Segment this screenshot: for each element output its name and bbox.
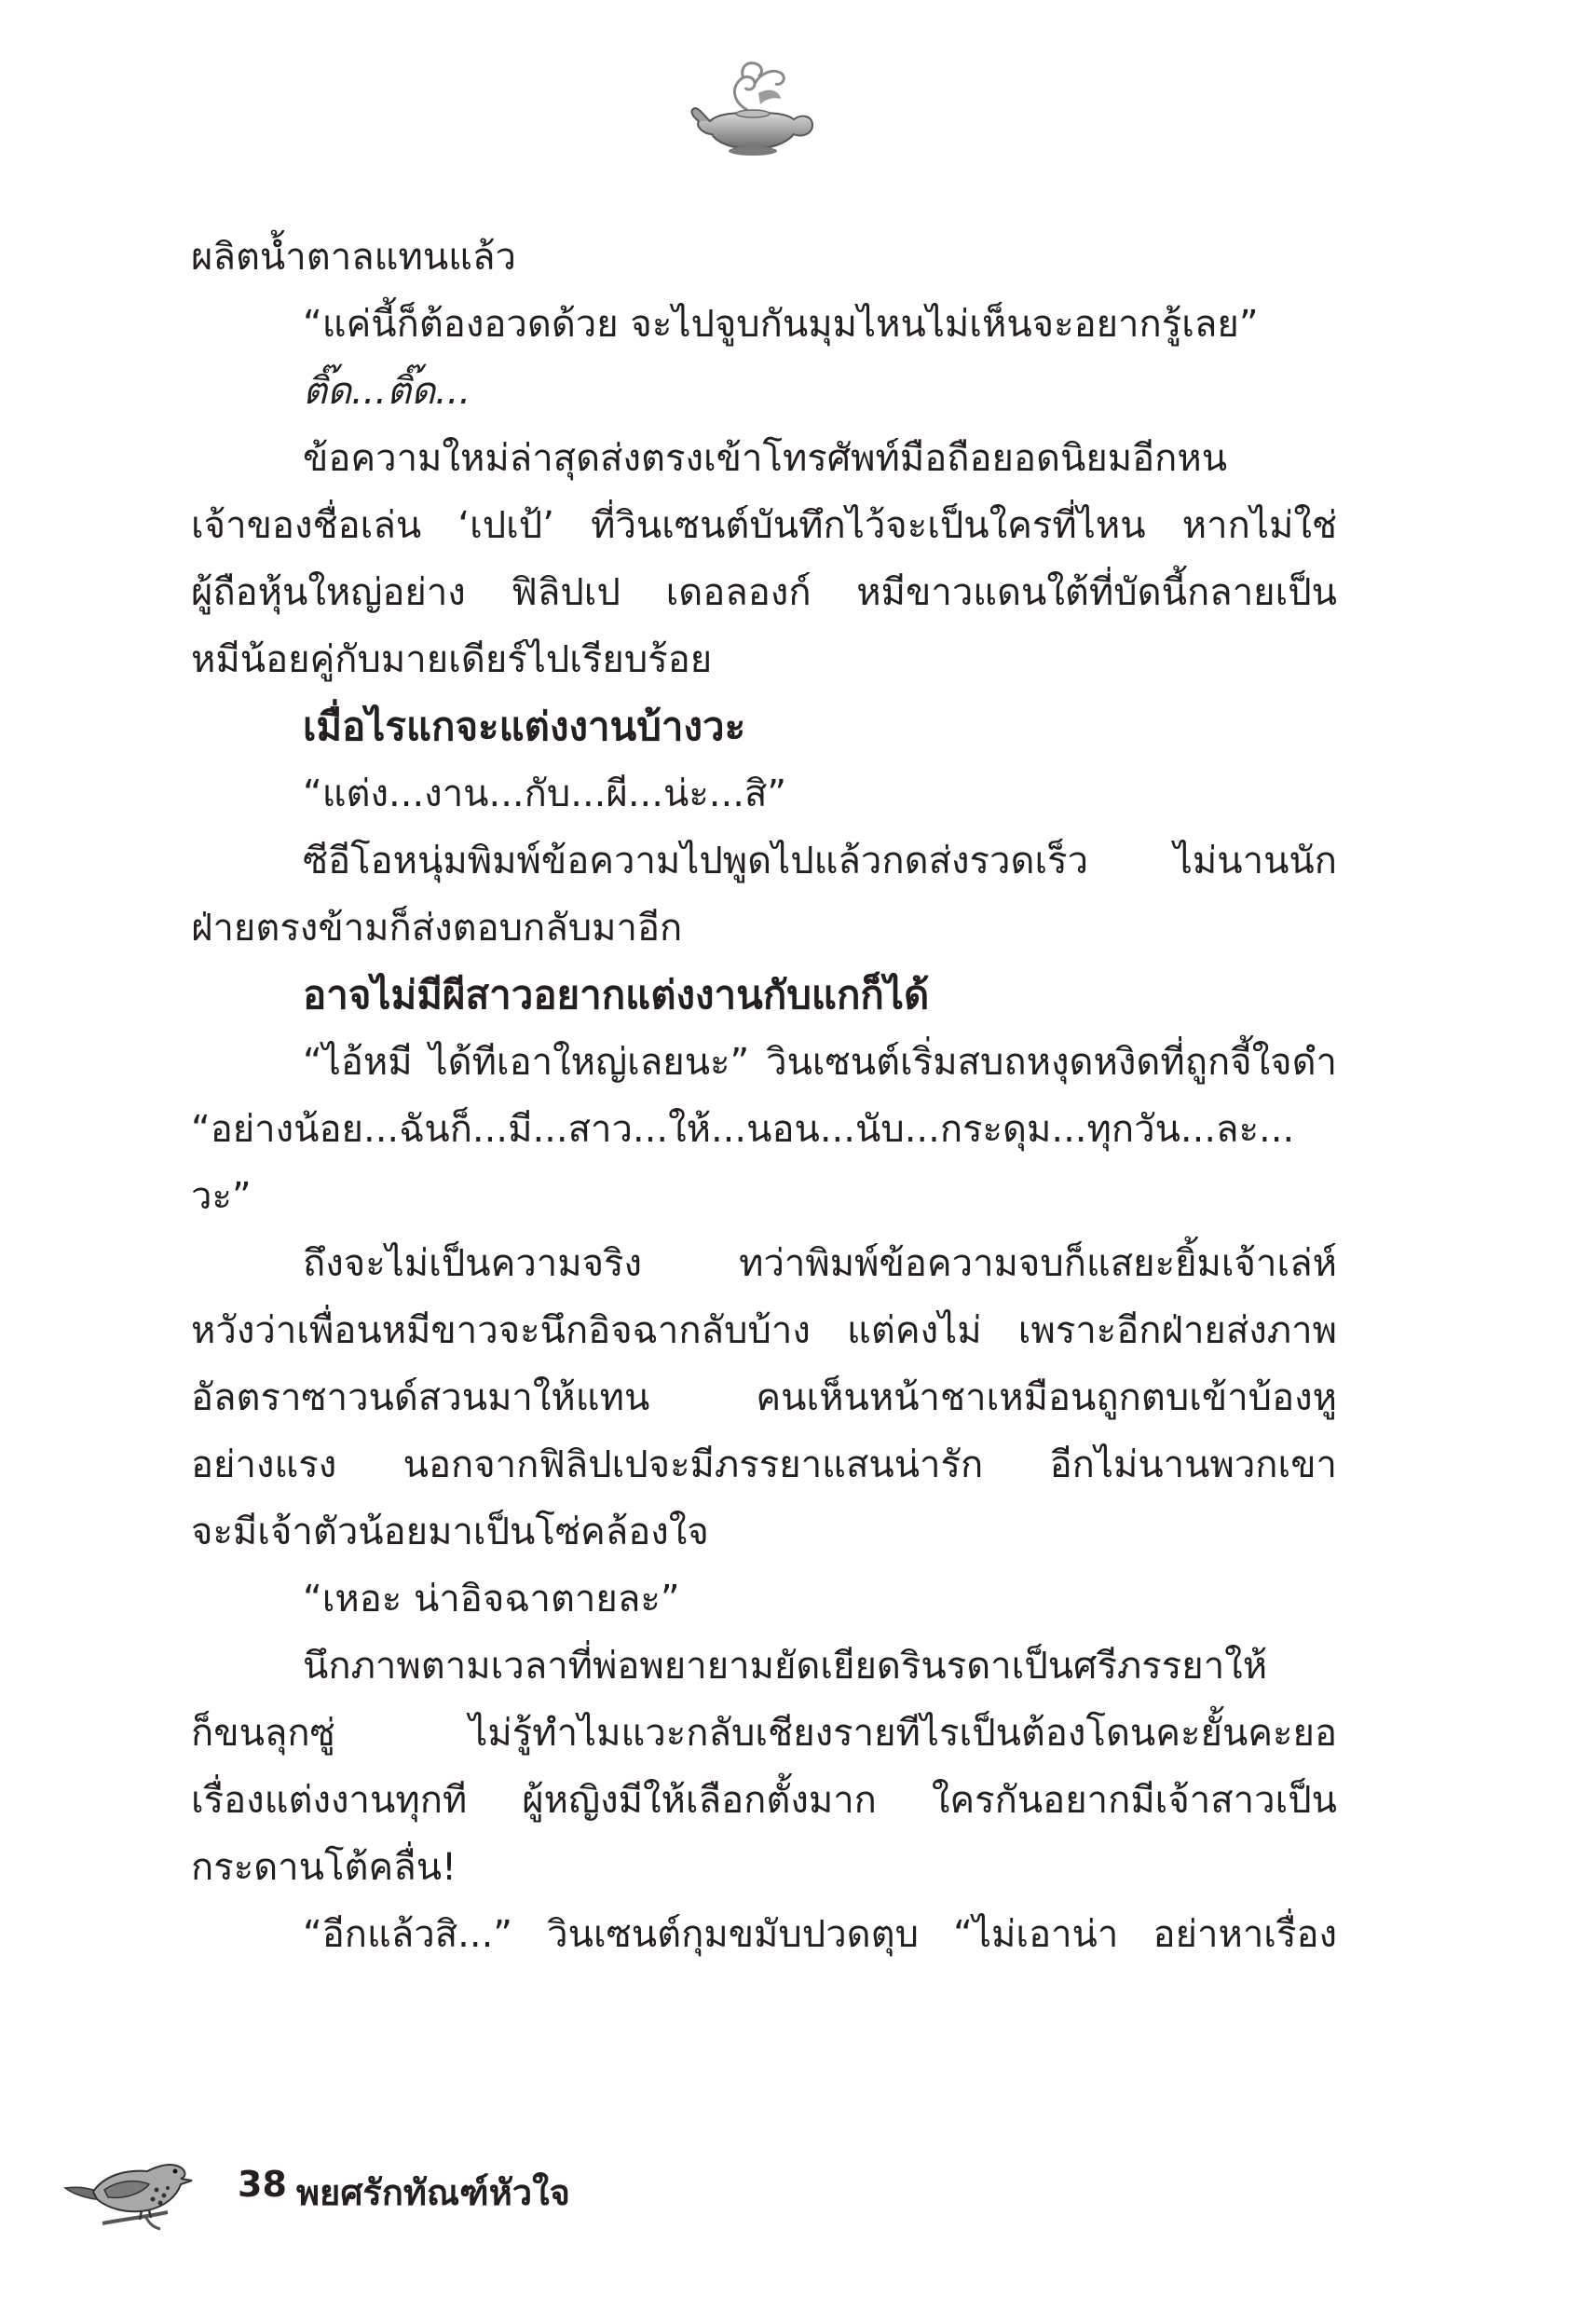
bird-icon	[56, 2134, 205, 2236]
message-line: เมื่อไรแกจะแต่งงานบ้างวะ	[303, 704, 746, 749]
dialogue-line: “เหอะ น่าอิจฉาตายละ”	[303, 1578, 680, 1620]
page-number: 38	[238, 2164, 287, 2205]
dialogue-line: “อย่างน้อย...ฉันก็...มี...สาว...ให้...นอน...นับ...กระดุม...ทุกวัน...ละ...	[191, 1108, 1295, 1151]
paragraph-line: ซีอีโอหนุ่มพิมพ์ข้อความไปพูดไปแล้วกดส่งรวดเร็ว ไม่นานนัก	[303, 840, 1337, 882]
dialogue-line: “แต่ง...งาน...กับ...ผี...น่ะ...สิ”	[303, 773, 787, 815]
paragraph-line: หวังว่าเพื่อนหมีขาวจะนึกอิจฉากลับบ้าง แต่คงไม่ เพราะอีกฝ่ายส่งภาพ	[191, 1309, 1337, 1352]
sound-effect-line: ติ๊ด...ติ๊ด...	[303, 370, 471, 413]
paragraph-line: ผลิตน้ำตาลแทนแล้ว	[191, 236, 516, 279]
paragraph-line: เรื่องแต่งงานทุกที ผู้หญิงมีให้เลือกตั้งมาก ใครกันอยากมีเจ้าสาวเป็น	[191, 1779, 1337, 1822]
paragraph-line: ผู้ถือหุ้นใหญ่อย่าง ฟิลิปเป เดอลองก์ หมีขาวแดนใต้ที่บัดนี้กลายเป็น	[191, 571, 1337, 614]
dialogue-line: “แค่นี้ก็ต้องอวดด้วย จะไปจูบกันมุมไหนไม่เห็นจะอยากรู้เลย”	[303, 303, 1259, 346]
dialogue-line: “อีกแล้วสิ...” วินเซนต์กุมขมับปวดตุบ “ไม่เอาน่า อย่าหาเรื่อง	[303, 1913, 1337, 1956]
paragraph-line: อัลตราซาวนด์สวนมาให้แทน คนเห็นหน้าชาเหมือนถูกตบเข้าบ้องหู	[191, 1376, 1337, 1419]
paragraph-line: ก็ขนลุกซู่ ไม่รู้ทำไมแวะกลับเชียงรายทีไรเป็นต้องโดนคะยั้นคะยอ	[191, 1712, 1337, 1755]
paragraph-line: จะมีเจ้าตัวน้อยมาเป็นโซ่คล้องใจ	[191, 1511, 709, 1553]
paragraph-line: หมีน้อยคู่กับมายเดียร์ไปเรียบร้อย	[191, 638, 713, 681]
dialogue-line: “ไอ้หมี ได้ทีเอาใหญ่เลยนะ” วินเซนต์เริ่มสบถหงุดหงิดที่ถูกจี้ใจดำ	[303, 1041, 1337, 1084]
paragraph-line: ถึงจะไม่เป็นความจริง ทว่าพิมพ์ข้อความจบก็แสยะยิ้มเจ้าเล่ห์	[303, 1242, 1337, 1285]
paragraph-line: ข้อความใหม่ล่าสุดส่งตรงเข้าโทรศัพท์มือถือยอดนิยมอีกหน	[303, 437, 1228, 480]
genie-lamp-icon	[689, 56, 820, 158]
dialogue-line: วะ”	[191, 1175, 252, 1218]
paragraph-line: กระดานโต้คลื่น!	[191, 1846, 457, 1889]
book-title: พยศรักทัณฑ์หัวใจ	[296, 2172, 570, 2213]
message-line: อาจไม่มีผีสาวอยากแต่งงานกับแกก็ได้	[303, 972, 930, 1018]
paragraph-line: เจ้าของชื่อเล่น ‘เปเป้’ ที่วินเซนต์บันทึกไว้จะเป็นใครที่ไหน หากไม่ใช่	[191, 504, 1337, 547]
paragraph-line: นึกภาพตามเวลาที่พ่อพยายามยัดเยียดรินรดาเป็นศรีภรรยาให้	[303, 1645, 1268, 1688]
paragraph-line: อย่างแรง นอกจากฟิลิปเปจะมีภรรยาแสนน่ารัก อีกไม่นานพวกเขา	[191, 1443, 1337, 1486]
page-footer	[56, 2134, 708, 2246]
paragraph-line: ฝ่ายตรงข้ามก็ส่งตอบกลับมาอีก	[191, 907, 683, 950]
body-text	[191, 224, 1337, 1968]
